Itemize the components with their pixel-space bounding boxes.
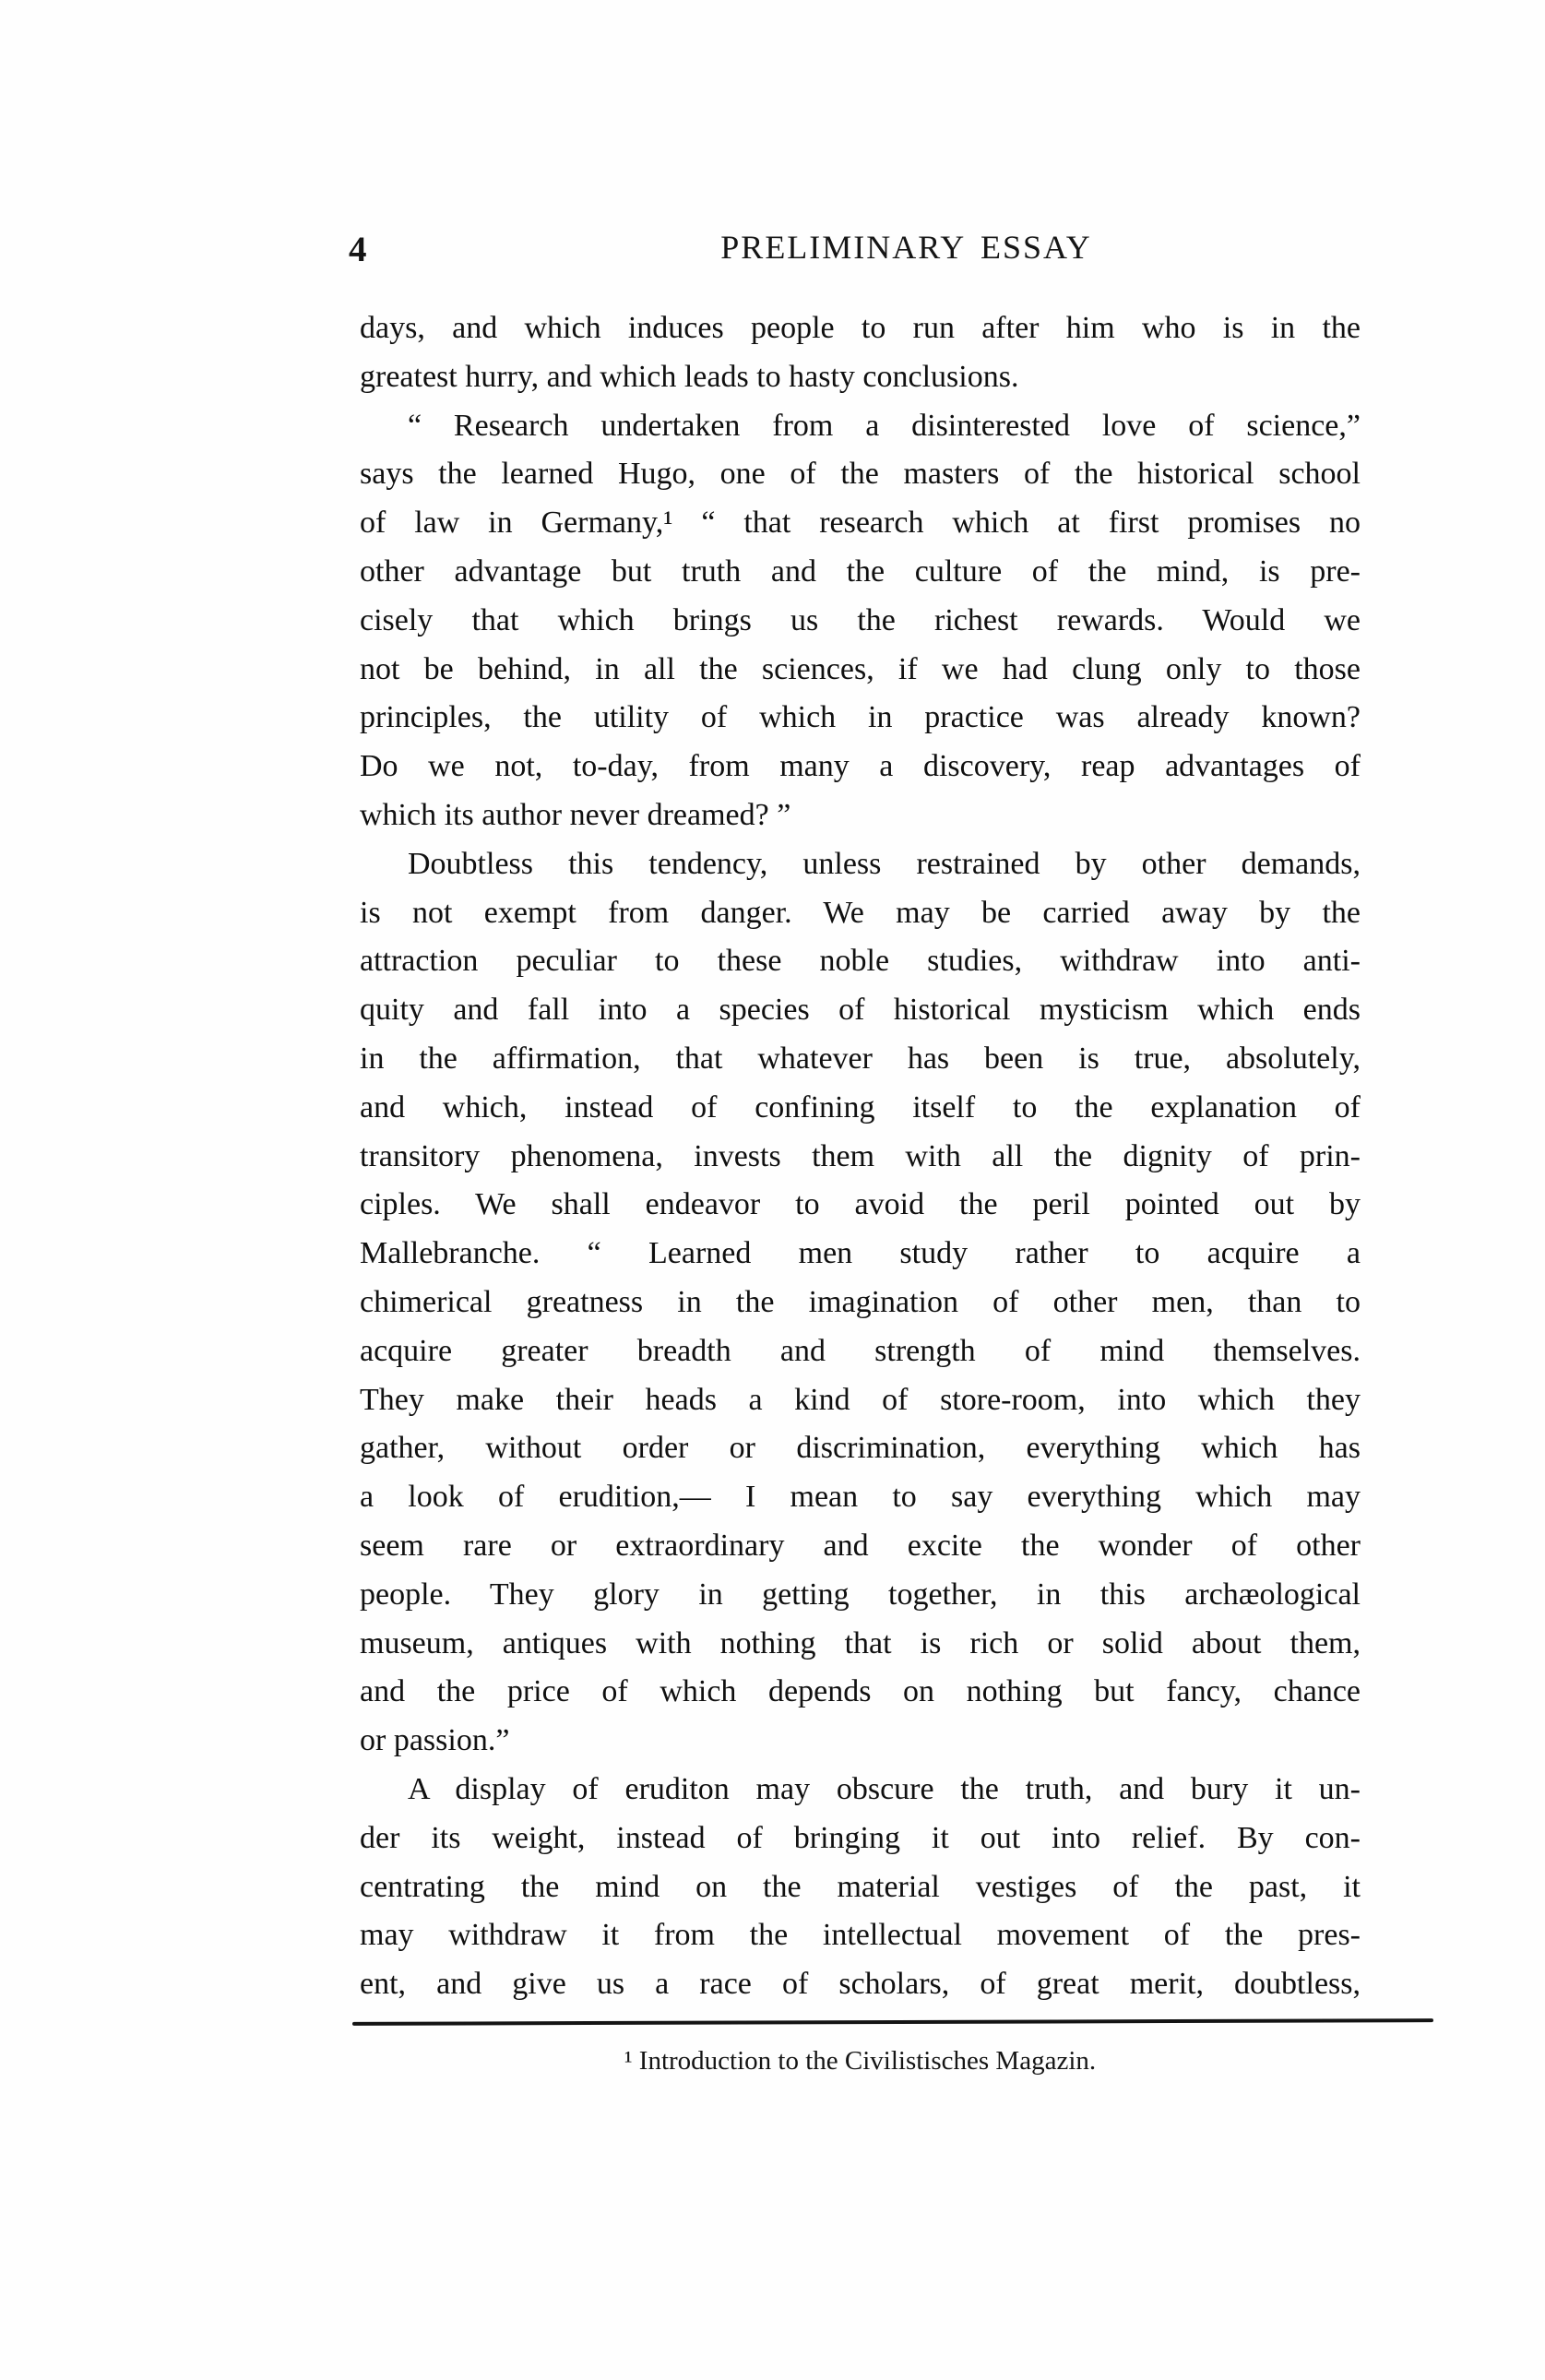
text-line: chimerical greatness in the imagination of other men, than to	[360, 1284, 1361, 1319]
text-line: is not exempt from danger. We may be carried away by the	[360, 895, 1361, 930]
text-line: acquire greater breadth and strength of mind themselves.	[360, 1333, 1361, 1368]
text-line: principles, the utility of which in practice was already known?	[360, 700, 1361, 735]
text-line: museum, antiques with nothing that is rich or solid about them,	[360, 1625, 1361, 1660]
text-line: They make their heads a kind of store-room, into which they	[360, 1382, 1361, 1417]
text-line: Mallebranche. “ Learned men study rather to acquire a	[360, 1236, 1361, 1271]
page-number: 4	[349, 230, 367, 269]
text-line: and which, instead of confining itself to the explanation of	[360, 1089, 1361, 1125]
text-line: people. They glory in getting together, in this archæological	[360, 1577, 1361, 1612]
text-line: seem rare or extraordinary and excite the wonder of other	[360, 1528, 1361, 1563]
text-line: and the price of which depends on nothing but fancy, chance	[360, 1674, 1361, 1709]
text-line: Doubtless this tendency, unless restrained by other demands,	[408, 846, 1361, 881]
text-line: says the learned Hugo, one of the masters of the historical school	[360, 457, 1361, 492]
text-line: ciples. We shall endeavor to avoid the peril pointed out by	[360, 1187, 1361, 1222]
text-line: a look of erudition,— I mean to say everything which may	[360, 1480, 1361, 1515]
footnote-rule	[352, 2018, 1433, 2026]
text-line: of law in Germany,¹ “ that research which at first promises no	[360, 506, 1361, 541]
text-line: gather, without order or discrimination, everything which has	[360, 1431, 1361, 1466]
running-head: PRELIMINARY ESSAY	[720, 229, 1092, 266]
text-line: ent, and give us a race of scholars, of great merit, doubtless,	[360, 1967, 1361, 2002]
text-line: A display of eruditon may obscure the truth, and bury it un-	[408, 1771, 1361, 1806]
text-line: or passion.”	[360, 1723, 510, 1758]
text-line: quity and fall into a species of historical mysticism which ends	[360, 993, 1361, 1028]
body-text	[360, 304, 1361, 2009]
text-line: der its weight, instead of bringing it out into relief. By con-	[360, 1820, 1361, 1855]
text-line: other advantage but truth and the culture of the mind, is pre-	[360, 553, 1361, 589]
text-line: cisely that which brings us the richest rewards. Would we	[360, 602, 1361, 637]
footnote-text: ¹ Introduction to the Civilistisches Magazin.	[624, 2046, 1097, 2076]
text-line: centrating the mind on the material vestiges of the past, it	[360, 1869, 1361, 1904]
text-line: not be behind, in all the sciences, if we had clung only to those	[360, 651, 1361, 686]
text-line: “ Research undertaken from a disinterested love of science,”	[408, 408, 1361, 443]
text-line: days, and which induces people to run after him who is in the	[360, 311, 1361, 345]
text-line: Do we not, to-day, from many a discovery, reap advantages of	[360, 749, 1361, 784]
text-line: transitory phenomena, invests them with all the dignity of prin-	[360, 1138, 1361, 1173]
text-line: which its author never dreamed? ”	[360, 797, 791, 832]
text-line: may withdraw it from the intellectual movement of the pres-	[360, 1918, 1361, 1953]
text-line: attraction peculiar to these noble studies, withdraw into anti-	[360, 944, 1361, 979]
text-line: in the affirmation, that whatever has been is true, absolutely,	[360, 1041, 1361, 1076]
text-line: greatest hurry, and which leads to hasty conclusions.	[360, 359, 1019, 394]
footnote	[360, 2046, 1361, 2077]
